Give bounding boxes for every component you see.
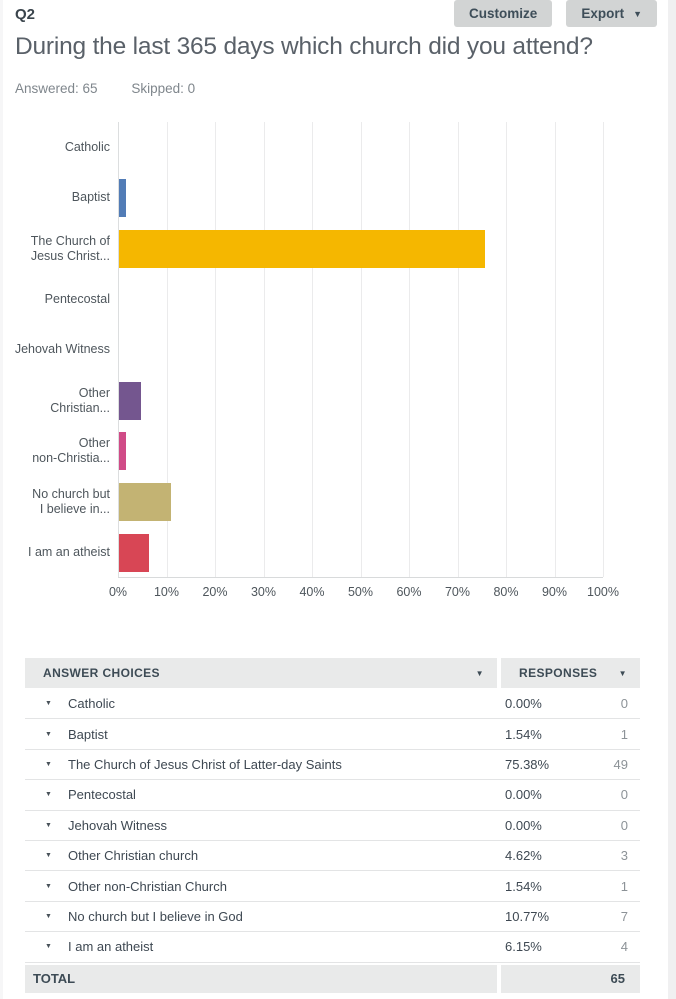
chart-rows (0, 122, 676, 578)
chart-category-label: No church but I believe in... (32, 486, 110, 516)
responses-column-header[interactable] (501, 658, 640, 688)
response-percent: 4.62% (505, 848, 542, 864)
chart-row (0, 325, 676, 376)
x-axis-tick-label: 90% (541, 585, 568, 599)
sort-caret-icon[interactable]: ▼ (618, 668, 627, 678)
chart-bar-track (118, 534, 603, 572)
answered-count: Answered: 65 (15, 81, 98, 96)
question-title: During the last 365 days which church did you attend? (15, 33, 593, 60)
expand-caret-icon[interactable]: ▼ (45, 730, 52, 738)
sort-caret-icon[interactable]: ▼ (475, 668, 484, 678)
chart-bar[interactable] (119, 382, 141, 420)
chart-bar[interactable] (119, 179, 126, 217)
chart-category-label: Other non-Christia... (32, 436, 110, 466)
table-row (25, 841, 640, 871)
horizontal-bar-chart (0, 122, 676, 612)
chart-category-label: I am an atheist (28, 545, 110, 560)
x-axis-tick-label: 20% (202, 585, 228, 599)
chart-row (0, 274, 676, 325)
chart-row (0, 122, 676, 173)
table-row (25, 780, 640, 810)
response-percent: 0.00% (505, 696, 542, 712)
table-total-row (25, 965, 640, 993)
response-percent: 10.77% (505, 908, 550, 924)
responses-header-label: RESPONSES (519, 666, 598, 680)
total-count: 65 (501, 965, 640, 993)
chart-bar-track (118, 128, 603, 166)
chart-bar[interactable] (119, 432, 126, 470)
chart-bar[interactable] (119, 230, 485, 268)
chart-category-label: Jehovah Witness (14, 342, 110, 357)
table-row (25, 871, 640, 901)
x-axis-tick-label: 30% (250, 585, 277, 599)
response-count: 0 (620, 787, 628, 803)
question-header (15, 0, 657, 30)
customize-button[interactable] (454, 0, 552, 27)
answer-choice-label: The Church of Jesus Christ of Latter-day Saints (68, 756, 342, 772)
chart-bar-track (118, 382, 603, 420)
response-percent: 75.38% (505, 756, 550, 772)
answer-choice-label: Other Christian church (68, 848, 199, 864)
response-count: 3 (620, 848, 628, 864)
answer-choices-column-header[interactable] (25, 658, 497, 688)
response-count: 49 (613, 756, 628, 772)
response-percent: 0.00% (505, 787, 542, 803)
chart-bar-track (118, 230, 603, 268)
results-table (25, 658, 640, 993)
expand-caret-icon[interactable]: ▼ (45, 821, 52, 829)
chart-bar[interactable] (119, 534, 149, 572)
x-axis-tick-label: 50% (347, 585, 374, 599)
table-row (25, 719, 640, 749)
x-axis-tick-label: 0% (108, 585, 128, 599)
response-count: 0 (620, 696, 628, 712)
total-label: TOTAL (25, 965, 497, 993)
response-meta (15, 81, 225, 96)
chart-category-label: Other Christian... (50, 385, 110, 415)
response-percent: 1.54% (505, 878, 542, 894)
chart-row (0, 527, 676, 578)
response-percent: 0.00% (505, 817, 542, 833)
answer-choice-label: Catholic (68, 696, 115, 712)
chart-row (0, 223, 676, 274)
x-axis-tick-label: 100% (587, 585, 619, 599)
expand-caret-icon[interactable]: ▼ (45, 852, 52, 860)
dropdown-caret-icon: ▼ (633, 9, 642, 19)
table-row (25, 750, 640, 780)
table-row (25, 932, 640, 962)
answer-choice-label: Other non-Christian Church (68, 878, 227, 894)
header-actions (454, 0, 657, 27)
chart-bar[interactable] (119, 483, 171, 521)
table-header-row (25, 658, 640, 688)
table-row (25, 902, 640, 932)
question-number: Q2 (15, 6, 36, 23)
chart-plot-area (0, 122, 676, 578)
chart-category-label: The Church of Jesus Christ... (30, 233, 110, 263)
skipped-count: Skipped: 0 (131, 81, 196, 96)
customize-button-label: Customize (469, 6, 538, 21)
expand-caret-icon[interactable]: ▼ (45, 882, 52, 890)
response-percent: 6.15% (505, 939, 542, 955)
chart-row (0, 173, 676, 224)
chart-category-label: Baptist (71, 190, 110, 205)
x-axis-tick-label: 70% (444, 585, 471, 599)
chart-row (0, 375, 676, 426)
answer-choice-label: I am an atheist (68, 939, 154, 955)
expand-caret-icon[interactable]: ▼ (45, 791, 52, 799)
response-count: 1 (620, 878, 628, 894)
chart-row (0, 477, 676, 528)
x-axis-tick-label: 80% (493, 585, 519, 599)
x-axis-tick-label: 40% (299, 585, 325, 599)
answer-choice-label: Pentecostal (68, 787, 136, 803)
expand-caret-icon[interactable]: ▼ (45, 760, 52, 768)
expand-caret-icon[interactable]: ▼ (45, 700, 52, 708)
response-count: 7 (620, 908, 628, 924)
expand-caret-icon[interactable]: ▼ (45, 943, 52, 951)
chart-bar-track (118, 331, 603, 369)
export-button[interactable] (566, 0, 657, 27)
chart-row (0, 426, 676, 477)
answer-choice-label: No church but I believe in God (68, 908, 243, 924)
table-row (25, 689, 640, 719)
x-axis-tick-label: 10% (153, 585, 180, 599)
export-button-label: Export (581, 6, 625, 21)
chart-bar-track (118, 280, 603, 318)
x-axis-tick-labels (108, 585, 619, 605)
expand-caret-icon[interactable]: ▼ (45, 912, 52, 920)
table-row (25, 811, 640, 841)
response-percent: 1.54% (505, 726, 542, 742)
chart-bar-track (118, 483, 603, 521)
answer-choices-header-label: ANSWER CHOICES (43, 666, 160, 680)
chart-bar-track (118, 432, 603, 470)
response-count: 1 (620, 726, 628, 742)
answer-choice-label: Baptist (68, 726, 108, 742)
chart-category-label: Catholic (64, 139, 110, 154)
chart-bar-track (118, 179, 603, 217)
response-count: 4 (620, 939, 628, 955)
response-count: 0 (620, 817, 628, 833)
answer-choice-label: Jehovah Witness (68, 817, 167, 833)
x-axis-tick-label: 60% (396, 585, 422, 599)
table-body (25, 689, 640, 963)
chart-category-label: Pentecostal (44, 291, 110, 306)
